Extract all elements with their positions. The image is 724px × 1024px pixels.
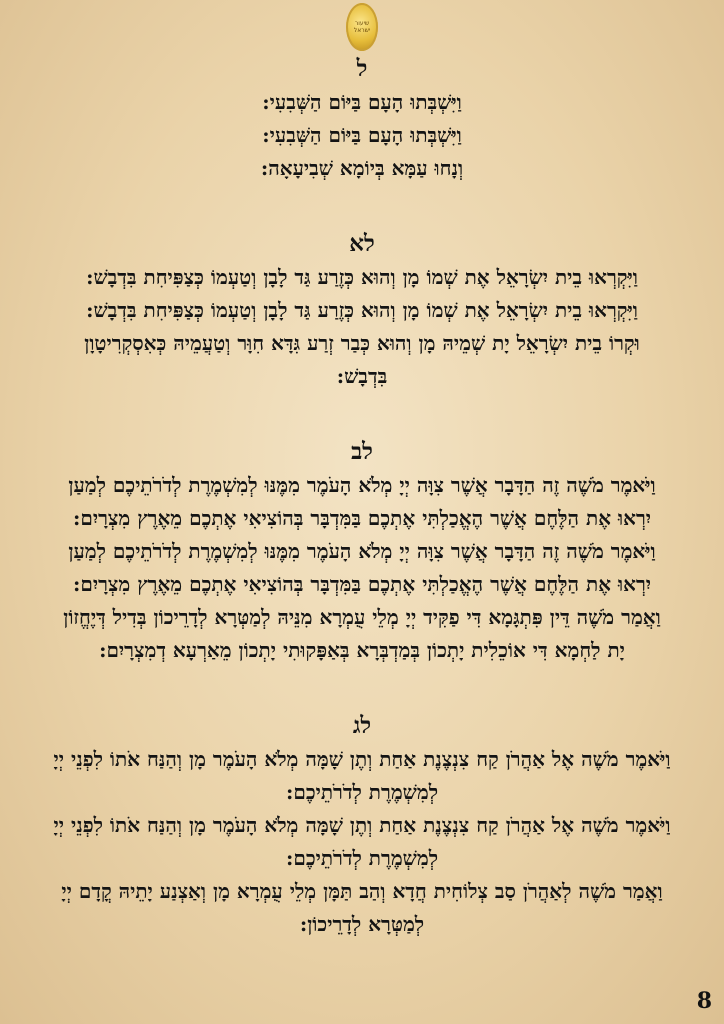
verse-number: לא [349, 230, 375, 257]
page-number: 8 [696, 988, 712, 1014]
logo-seal [346, 3, 378, 51]
verse-line: וַיִּקְרְאוּ בֵית יִשְׂרָאֵל אֶת שְׁמוֹ מָן וְהוּא כְּזֶרַע גַּד לָבָן וְטַעְמוֹ כְּצַפִּיחִת בִּדְבָשׁ: [86, 298, 638, 322]
verse-number: לב [351, 438, 373, 465]
verse-number: ל [356, 55, 368, 82]
logo-text-line2: ישראל [353, 27, 371, 34]
verse-line: וַיֹּאמֶר מֹשֶׁה זֶה הַדָּבָר אֲשֶׁר צִוָּה יְיָ מְלֹא הָעֹמֶר מִמֶּנּוּ לְמִשְׁמֶרֶת לְדֹרֹתֵיכֶם לְמַעַן [68, 539, 656, 563]
verse-section-33 [18, 711, 706, 941]
verse-line: וַיֹּאמֶר מֹשֶׁה אֶל אַהֲרֹן קַח צִנְצֶנֶת אַחַת וְתֶן שָׁמָּה מְלֹא הָעֹמֶר מָן וְהַנַּח אֹתוֹ לִפְנֵי יְיָ [53, 747, 671, 771]
verse-section-30 [18, 54, 706, 185]
verse-line: לְמִשְׁמֶרֶת לְדֹרֹתֵיכֶם: [285, 846, 439, 870]
verse-line: לְמִשְׁמֶרֶת לְדֹרֹתֵיכֶם: [285, 780, 439, 804]
targum-line: וְנָחוּ עַמָּא בְּיוֹמָא שְׁבִיעָאָה: [260, 156, 464, 180]
verse-line: וַיֹּאמֶר מֹשֶׁה זֶה הַדָּבָר אֲשֶׁר צִוָּה יְיָ מְלֹא הָעֹמֶר מִמֶּנּוּ לְמִשְׁמֶרֶת לְדֹרֹתֵיכֶם לְמַעַן [68, 473, 656, 497]
verse-section-32 [18, 437, 706, 667]
verse-number: לג [352, 712, 372, 739]
verse-section-31 [18, 229, 706, 393]
logo-text-line1: שיעור [354, 20, 370, 27]
targum-line: יָת לַחְמָא דִּי אוֹכֵלִית יָתְכוֹן בְּמַדְבְּרָא בְּאַפָּקוּתִי יָתְכוֹן מֵאַרְעָא דְמִצְרָיִם: [99, 638, 625, 662]
verse-line: וַיִּשְׁבְּתוּ הָעָם בַּיּוֹם הַשְּׁבִעִי: [262, 90, 462, 114]
targum-line: וּקְרוֹ בֵית יִשְׂרָאֵל יָת שְׁמֵיהּ מָן וְהוּא כְּבַר זְרַע גִּדָּא חִוָּר וְטַעֲמֵיהּ כְּאִסְקְרִיטָוָן [84, 331, 640, 355]
targum-line: בִּדְבָשׁ: [336, 364, 388, 388]
verse-line: וַיִּקְרְאוּ בֵית יִשְׂרָאֵל אֶת שְׁמוֹ מָן וְהוּא כְּזֶרַע גַּד לָבָן וְטַעְמוֹ כְּצַפִּיחִת בִּדְבָשׁ: [86, 265, 638, 289]
targum-line: לְמַטְּרָא לְדָרֵיכוֹן: [299, 912, 425, 936]
text-body [18, 54, 706, 941]
verse-line: יִרְאוּ אֶת הַלֶּחֶם אֲשֶׁר הֶאֱכַלְתִּי אֶתְכֶם בַּמִּדְבָּר בְּהוֹצִיאִי אֶתְכֶם מֵאֶרֶץ מִצְרָיִם: [72, 506, 652, 530]
verse-line: יִרְאוּ אֶת הַלֶּחֶם אֲשֶׁר הֶאֱכַלְתִּי אֶתְכֶם בַּמִּדְבָּר בְּהוֹצִיאִי אֶתְכֶם מֵאֶרֶץ מִצְרָיִם: [72, 572, 652, 596]
verse-line: וַיֹּאמֶר מֹשֶׁה אֶל אַהֲרֹן קַח צִנְצֶנֶת אַחַת וְתֶן שָׁמָּה מְלֹא הָעֹמֶר מָן וְהַנַּח אֹתוֹ לִפְנֵי יְיָ [53, 813, 671, 837]
targum-line: וַאֲמַר מֹשֶׁה לְאַהֲרֹן סַב צְלוֹחִית חֲדָא וְהַב תַּמָּן מְלֵי עֻמְרָא מָן וְאַצְנַע יָתֵיהּ קֳדָם יְיָ [61, 879, 663, 903]
targum-line: וַאֲמַר מֹשֶׁה דֵּין פִּתְגָּמָא דִּי פַקִּיד יְיָ מְלֵי עֻמְרָא מִנֵּיהּ לְמַטְּרָא לְדָרֵיכוֹן בְּדִיל דְּיֶחֱזוֹן [63, 605, 661, 629]
verse-line: וַיִּשְׁבְּתוּ הָעָם בַּיּוֹם הַשְּׁבִעִי: [262, 123, 462, 147]
